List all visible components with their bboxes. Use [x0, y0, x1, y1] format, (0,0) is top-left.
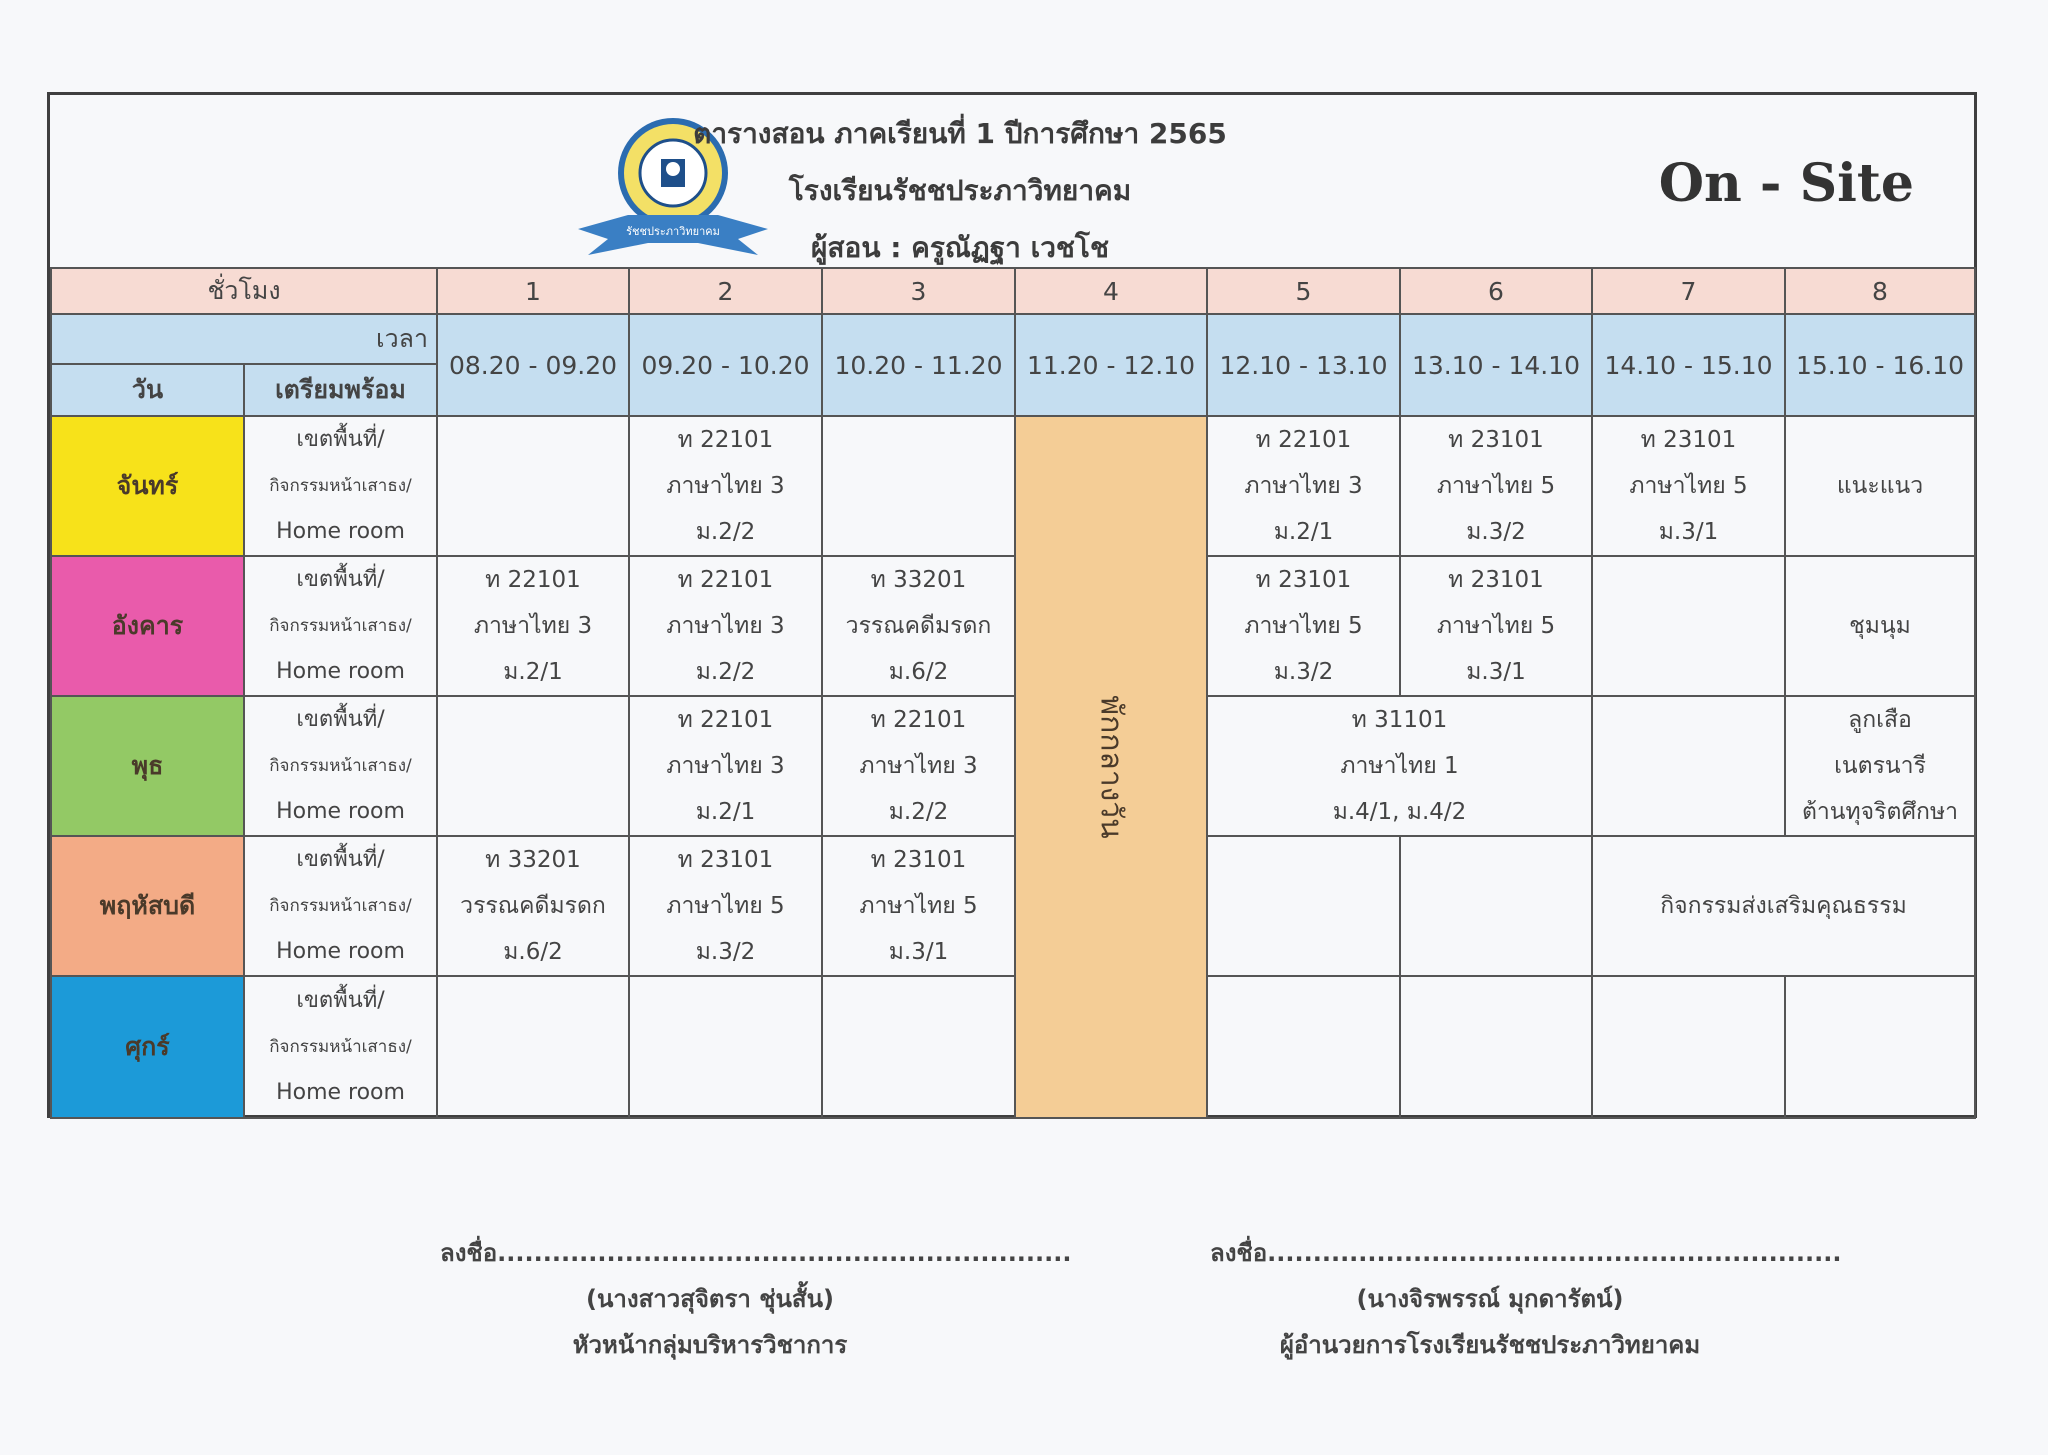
time-label: เวลา	[51, 314, 437, 364]
time-6: 13.10 - 14.10	[1400, 314, 1592, 416]
tue-p6: ท 23101 ภาษาไทย 5 ม.3/1	[1400, 556, 1592, 696]
lunch-label: พักกลางวัน	[1093, 695, 1129, 839]
mon-p7: ท 23101 ภาษาไทย 5 ม.3/1	[1592, 416, 1785, 556]
title-block	[690, 105, 1230, 276]
day-wednesday: พุธ	[51, 696, 244, 836]
wed-p7	[1592, 696, 1785, 836]
row-tuesday	[51, 556, 1975, 696]
period-5: 5	[1207, 268, 1400, 314]
tue-p7	[1592, 556, 1785, 696]
mon-p1	[437, 416, 629, 556]
period-7: 7	[1592, 268, 1785, 314]
period-3: 3	[822, 268, 1015, 314]
mon-p5: ท 22101 ภาษาไทย 3 ม.2/1	[1207, 416, 1400, 556]
wed-p8: ลูกเสือ เนตรนารี ต้านทุจริตศึกษา	[1785, 696, 1975, 836]
signatory-role: ผู้อำนวยการโรงเรียนรัชชประภาวิทยาคม	[1279, 1331, 1701, 1359]
thu-p1: ท 33201 วรรณคดีมรดก ม.6/2	[437, 836, 629, 976]
tue-p3: ท 33201 วรรณคดีมรดก ม.6/2	[822, 556, 1015, 696]
row-monday	[51, 416, 1975, 556]
fri-p1	[437, 976, 629, 1118]
mon-p2: ท 22101 ภาษาไทย 3 ม.2/2	[629, 416, 822, 556]
timetable-sheet	[47, 92, 1977, 1118]
row-wednesday	[51, 696, 1975, 836]
prep-cell: เขตพื้นที่/ กิจกรรมหน้าเสาธง/ Home room	[244, 556, 437, 696]
day-thursday: พฤหัสบดี	[51, 836, 244, 976]
day-label: วัน	[51, 364, 244, 416]
tue-p1: ท 22101 ภาษาไทย 3 ม.2/1	[437, 556, 629, 696]
tue-p8: ชุมนุม	[1785, 556, 1975, 696]
period-6: 6	[1400, 268, 1592, 314]
time-2: 09.20 - 10.20	[629, 314, 822, 416]
thu-p2: ท 23101 ภาษาไทย 5 ม.3/2	[629, 836, 822, 976]
time-7: 14.10 - 15.10	[1592, 314, 1785, 416]
mon-p6: ท 23101 ภาษาไทย 5 ม.3/2	[1400, 416, 1592, 556]
title-line-2: โรงเรียนรัชชประภาวิทยาคม	[788, 174, 1132, 207]
day-tuesday: อังคาร	[51, 556, 244, 696]
thu-p3: ท 23101 ภาษาไทย 5 ม.3/1	[822, 836, 1015, 976]
mon-p8: แนะแนว	[1785, 416, 1975, 556]
time-5: 12.10 - 13.10	[1207, 314, 1400, 416]
prep-label: เตรียมพร้อม	[244, 364, 437, 416]
prep-cell: เขตพื้นที่/ กิจกรรมหน้าเสาธง/ Home room	[244, 976, 437, 1118]
time-8: 15.10 - 16.10	[1785, 314, 1975, 416]
fri-p3	[822, 976, 1015, 1118]
header	[50, 95, 1974, 267]
fri-p2	[629, 976, 822, 1118]
tue-p5: ท 23101 ภาษาไทย 5 ม.3/2	[1207, 556, 1400, 696]
day-friday: ศุกร์	[51, 976, 244, 1118]
prep-cell: เขตพื้นที่/ กิจกรรมหน้าเสาธง/ Home room	[244, 836, 437, 976]
day-monday: จันทร์	[51, 416, 244, 556]
thu-p5	[1207, 836, 1400, 976]
wed-p5-p6: ท 31101 ภาษาไทย 1 ม.4/1, ม.4/2	[1207, 696, 1592, 836]
wed-p3: ท 22101 ภาษาไทย 3 ม.2/2	[822, 696, 1015, 836]
schedule-table	[50, 267, 1976, 1119]
fri-p8	[1785, 976, 1975, 1118]
signature-right	[1210, 1230, 1842, 1368]
time-4: 11.20 - 12.10	[1015, 314, 1207, 416]
time-3: 10.20 - 11.20	[822, 314, 1015, 416]
period-4: 4	[1015, 268, 1207, 314]
prep-cell: เขตพื้นที่/ กิจกรรมหน้าเสาธง/ Home room	[244, 416, 437, 556]
thu-p6	[1400, 836, 1592, 976]
title-line-3: ผู้สอน : ครูณัฏฐา เวชโช	[811, 231, 1109, 264]
tue-p2: ท 22101 ภาษาไทย 3 ม.2/2	[629, 556, 822, 696]
row-friday	[51, 976, 1975, 1118]
row-thursday	[51, 836, 1975, 976]
signature-left	[440, 1230, 1072, 1368]
thu-p7-p8: กิจกรรมส่งเสริมคุณธรรม	[1592, 836, 1975, 976]
onsite-badge: On - Site	[1658, 153, 1914, 214]
time-1: 08.20 - 09.20	[437, 314, 629, 416]
fri-p5	[1207, 976, 1400, 1118]
svg-text:รัชชประภาวิทยาคม: รัชชประภาวิทยาคม	[626, 225, 720, 238]
signatory-name: (นางจิรพรรณ์ มุกดารัตน์)	[1356, 1285, 1624, 1313]
fri-p6	[1400, 976, 1592, 1118]
lunch-column	[1015, 416, 1207, 1118]
period-1: 1	[437, 268, 629, 314]
signature-line: ลงชื่อ...............................................................	[1210, 1239, 1842, 1267]
period-label: ชั่วโมง	[51, 268, 437, 314]
signature-line: ลงชื่อ...............................................................	[440, 1239, 1072, 1267]
signatory-name: (นางสาวสุจิตรา ชุ่นสั้น)	[586, 1285, 834, 1313]
period-row	[51, 268, 1975, 314]
prep-cell: เขตพื้นที่/ กิจกรรมหน้าเสาธง/ Home room	[244, 696, 437, 836]
mon-p3	[822, 416, 1015, 556]
wed-p1	[437, 696, 629, 836]
wed-p2: ท 22101 ภาษาไทย 3 ม.2/1	[629, 696, 822, 836]
signatory-role: หัวหน้ากลุ่มบริหารวิชาการ	[572, 1331, 848, 1359]
period-2: 2	[629, 268, 822, 314]
fri-p7	[1592, 976, 1785, 1118]
time-row	[51, 314, 1975, 364]
title-line-1: ตารางสอน ภาคเรียนที่ 1 ปีการศึกษา 2565	[693, 117, 1227, 150]
period-8: 8	[1785, 268, 1975, 314]
